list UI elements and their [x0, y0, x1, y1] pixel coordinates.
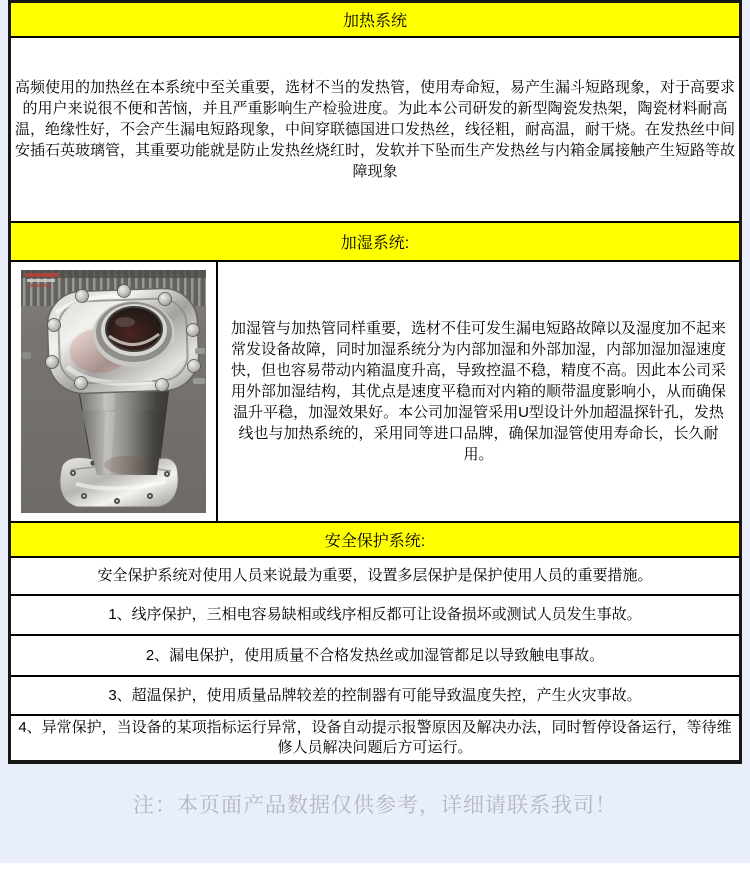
safety-item-4: 4、异常保护，当设备的某项指标运行异常，设备自动提示报警原因及解决办法，同时暂停设备运行，等待维修人员解决问题后方可运行。 [18, 719, 732, 756]
humidifier-photo [21, 270, 206, 513]
heating-title: 加热系统 [342, 13, 407, 30]
safety-item-row [11, 596, 739, 636]
safety-item-2: 2、漏电保护，使用质量不合格发热丝或加湿管都足以导致触电事故。 [145, 646, 605, 664]
safety-intro: 安全保护系统对使用人员来说最为重要，设置多层保护是保护使用人员的重要措施。 [97, 567, 653, 584]
safety-item-row [11, 677, 739, 716]
humidify-description: 加湿管与加热管同样重要，选材不佳可发生漏电短路故障以及湿度加不起来常发设备故障，同时加湿系统分为内部加湿和外部加湿，内部加湿加湿速度快，但也容易带动内箱温度升高，导致控温不稳，精度不高。因此本公司采用外部加湿结构，其优点是速度平稳而对内箱的顺带温度影响小，从而确保温升平稳，加湿效果好。本公司加湿管采用U型设计外加超温探针孔，发热线也与加热系统的，采用同等进口品牌，确保加湿管使用寿命长，长久耐用。 [230, 320, 726, 463]
page-footer-note-area [0, 764, 750, 819]
humidify-description-cell [218, 262, 739, 521]
section-header-humidify [11, 223, 739, 262]
heating-description-box [11, 38, 739, 223]
safety-intro-row [11, 558, 739, 596]
safety-title: 安全保护系统: [324, 533, 426, 550]
safety-item-row [11, 716, 739, 760]
humidify-row [11, 262, 739, 523]
safety-item-row [11, 636, 739, 677]
product-spec-table [8, 0, 742, 764]
humidify-title: 加湿系统: [340, 235, 410, 252]
bottom-white-strip [0, 863, 750, 875]
safety-item-3: 3、超温保护，使用质量品牌较差的控制器有可能导致温度失控，产生火灾事故。 [108, 686, 642, 704]
safety-item-1: 1、线序保护，三相电容易缺相或线序相反都可让设备损坏或测试人员发生事故。 [108, 606, 642, 623]
heating-description: 高频使用的加热丝在本系统中至关重要，选材不当的发热管，使用寿命短，易产生漏斗短路现象，对于高要求的用户来说很不便和苦恼，并且严重影响生产检验进度。为此本公司研发的新型陶瓷发热架，陶瓷材料耐高温，绝缘性好，不会产生漏电短路现象，中间穿联德国进口发热丝，线径粗，耐高温，耐干烧。在发热丝中间安插石英玻璃管，其重要功能就是防止发热丝烧红时，发软并下坠而生产发热丝与内箱金属接触产生短路等故障现象 [15, 79, 736, 180]
section-header-safety [11, 523, 739, 558]
footer-note: 注：本页面产品数据仅供参考，详细请联系我司！ [133, 794, 617, 817]
section-header-heating [11, 3, 739, 38]
humidifier-photo-cell [11, 262, 218, 521]
